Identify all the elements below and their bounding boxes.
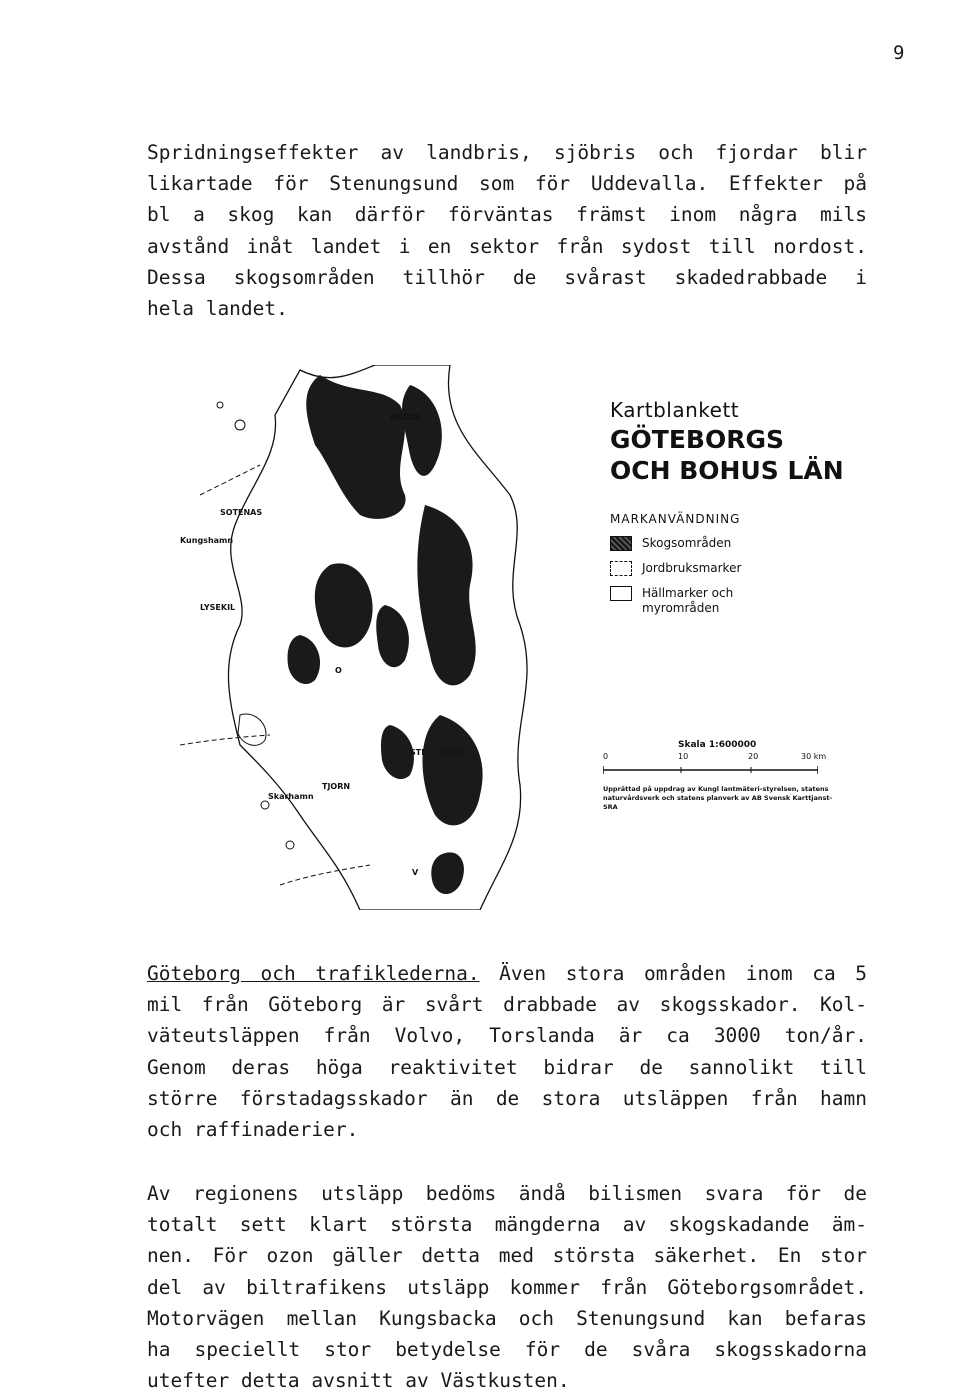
land-use-map: [180, 365, 590, 910]
farmland-swatch: [610, 561, 632, 576]
paragraph-line: bl a skog kan därför förväntas främst inom några mils: [147, 203, 867, 227]
place-orust: O: [335, 666, 342, 675]
paragraph-line: utefter detta avsnitt av Västkusten.: [147, 1369, 570, 1393]
scale-tick: 0: [603, 752, 609, 761]
scale-tick: 30 km: [801, 752, 827, 761]
paragraph-line: större förstadagsskador än de stora utsläppen från hamn: [147, 1086, 867, 1110]
paragraph-line: hela landet.: [147, 297, 288, 321]
legend-title-line1: GÖTEBORGS: [610, 425, 784, 454]
legend-pre-title: Kartblankett: [610, 398, 740, 422]
place-tjorn: TJORN: [322, 782, 351, 791]
place-sotenas: SOTENAS: [220, 508, 263, 517]
paragraph-line: likartade för Stenungsund som för Uddevalla. Effekter på: [147, 172, 867, 196]
paragraph-line: avstånd inåt landet i en sektor från sydost till nordost.: [147, 234, 867, 258]
legend-item-label: Jordbruksmarker: [642, 561, 742, 575]
paragraph-goteborg: [147, 958, 867, 1145]
map-legend: [610, 398, 860, 626]
legend-heading: MARKANVÄNDNING: [610, 512, 741, 526]
scale-tick: 20: [748, 752, 759, 761]
paragraph-spridningseffekter: [147, 137, 867, 324]
section-heading: Göteborg och trafiklederna.: [147, 962, 480, 985]
place-munkedal: NKEDA: [390, 413, 422, 422]
paragraph-line: nen. För ozon gäller detta med största säkerhet. En stor: [147, 1244, 867, 1268]
legend-item-label: Skogsområden: [642, 536, 732, 550]
scale-bar: [603, 764, 818, 776]
paragraph-line: [147, 958, 867, 989]
paragraph-line: ha speciellt stor betydelse för de svåra skogsskadorna: [147, 1338, 867, 1362]
place-skarhamn: Skarhamn: [268, 792, 314, 801]
island: [235, 420, 245, 430]
legend-item-rock: [610, 586, 860, 616]
paragraph-line: del av biltrafikens utsläpp kommer från Göteborgsområdet.: [147, 1275, 867, 1299]
paragraph-line: Genom deras höga reaktivitet bidrar de sannolikt till: [147, 1055, 867, 1079]
rock-swatch: [610, 586, 632, 601]
paragraph-bilismen: [147, 1178, 867, 1396]
place-kungshamn: Kungshamn: [180, 536, 234, 545]
scale-label: Skala 1:600000: [678, 740, 757, 750]
map-credit: Upprättad på uppdrag av Kungl lantmäteri-styrelsen, statens naturvårdsverk och statens planverk av AB Svensk Karttjanst-SRA: [603, 785, 833, 811]
paragraph-line: totalt sett klart största mängderna av skogskadande äm-: [147, 1213, 867, 1237]
place-stenungsund-a: STE: [410, 748, 427, 757]
island: [286, 841, 294, 849]
paragraph-line: mil från Göteborg är svårt drabbade av skogsskador. Kol-: [147, 993, 867, 1017]
map-figure: [180, 365, 590, 910]
legend-item-label: Hällmarker och myrområden: [642, 586, 734, 615]
paragraph-line: väteutsläppen från Volvo, Torslanda är ca 3000 ton/år.: [147, 1024, 867, 1048]
forest-swatch: [610, 536, 632, 551]
island: [217, 402, 223, 408]
paragraph-line: och raffinaderier.: [147, 1118, 359, 1142]
island: [261, 801, 269, 809]
legend-item-farmland: [610, 561, 860, 576]
place-stenungsund-b: GSUN: [438, 748, 464, 757]
paragraph-line-rest: Även stora områden inom ca 5: [479, 962, 867, 985]
paragraph-line: Dessa skogsområden tillhör de svårast skadedrabbade i: [147, 265, 867, 289]
paragraph-line: Motorvägen mellan Kungsbacka och Stenungsund kan befaras: [147, 1306, 867, 1330]
paragraph-line: Av regionens utsläpp bedöms ändå bilismen svara för de: [147, 1182, 867, 1205]
paragraph-line: Spridningseffekter av landbris, sjöbris och fjordar blir: [147, 141, 867, 164]
legend-title-line2: OCH BOHUS LÄN: [610, 456, 844, 485]
place-kungalv: V: [412, 868, 419, 877]
scale-tick: 10: [678, 752, 689, 761]
legend-item-forest: [610, 536, 860, 551]
page-number: 9: [893, 42, 905, 64]
place-lysekil: LYSEKIL: [200, 603, 236, 612]
